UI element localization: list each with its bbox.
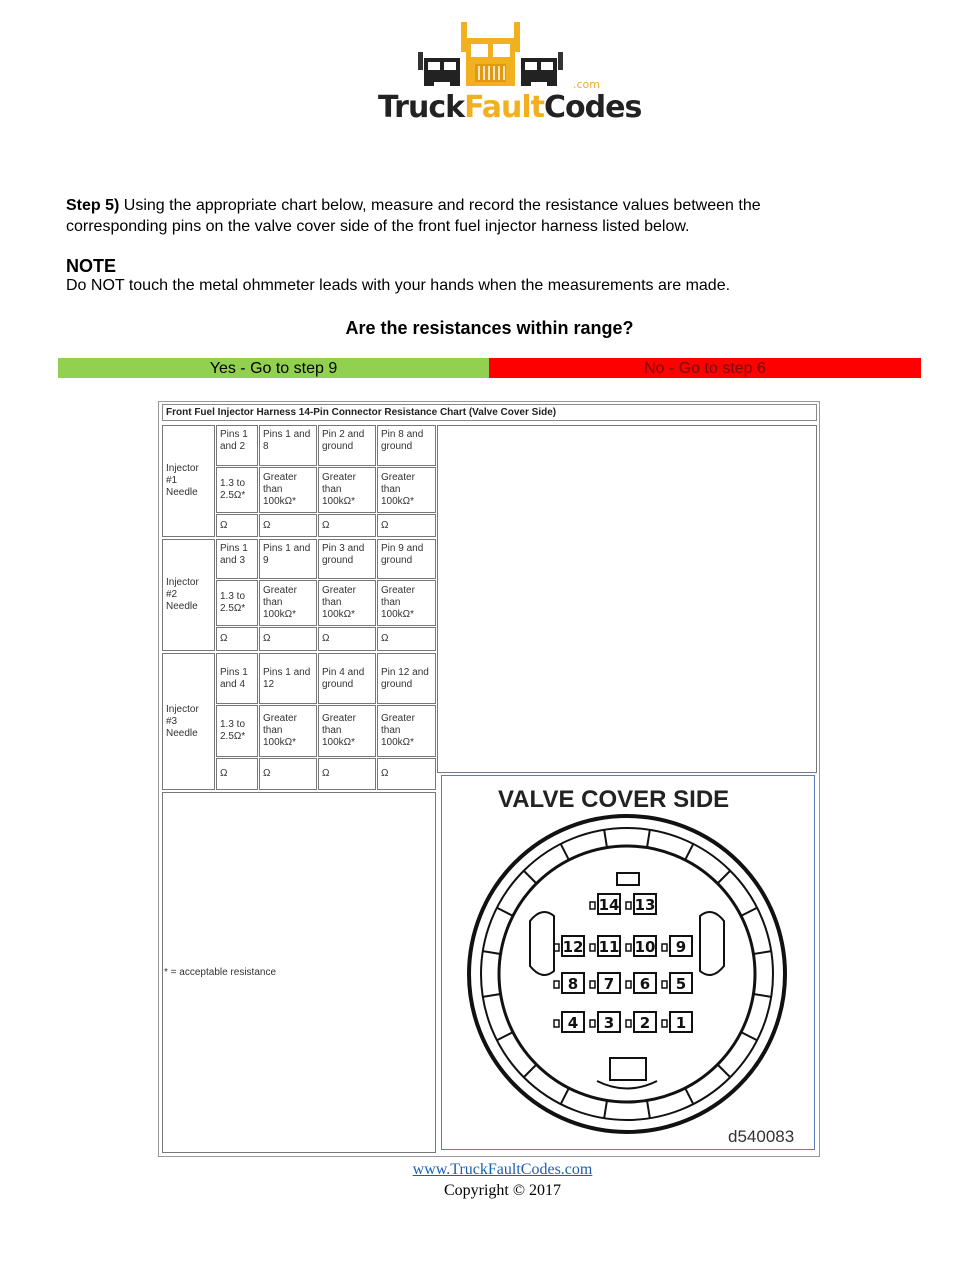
note-heading: NOTE bbox=[66, 256, 117, 276]
ring-tick bbox=[524, 1065, 537, 1078]
connector-drawing bbox=[442, 776, 814, 1149]
injector-label: Injector #1 Needle bbox=[162, 425, 215, 537]
ring-tick bbox=[753, 951, 771, 954]
pin-latch bbox=[590, 981, 595, 988]
pin-label: 6 bbox=[639, 975, 651, 993]
unit-cell: Ω bbox=[259, 758, 317, 790]
pin-latch bbox=[626, 1020, 631, 1027]
pins-cell: Pins 1 and 9 bbox=[259, 539, 317, 579]
value-cell: Greater than 100kΩ* bbox=[259, 467, 317, 513]
unit-cell: Ω bbox=[318, 627, 376, 651]
pins-cell: Pins 1 and 2 bbox=[216, 425, 258, 466]
ring-tick bbox=[741, 908, 757, 916]
chart-title: Front Fuel Injector Harness 14-Pin Connector Resistance Chart (Valve Cover Side) bbox=[162, 404, 817, 421]
logo bbox=[378, 20, 642, 130]
pin-label: 9 bbox=[675, 938, 687, 956]
pin-label: 2 bbox=[639, 1014, 651, 1032]
pin-label: 7 bbox=[603, 975, 615, 993]
pin-latch bbox=[662, 1020, 667, 1027]
unit-cell: Ω bbox=[377, 758, 436, 790]
value-cell: Greater than 100kΩ* bbox=[377, 705, 436, 757]
pins-cell: Pin 12 and ground bbox=[377, 653, 436, 704]
pin-label: 11 bbox=[598, 938, 620, 956]
ring-tick bbox=[604, 1100, 607, 1118]
logo-text: TruckFaultCodes bbox=[378, 90, 642, 125]
value-cell: 1.3 to 2.5Ω* bbox=[216, 467, 258, 513]
unit-cell: Ω bbox=[259, 627, 317, 651]
pin-label: 10 bbox=[634, 938, 656, 956]
pins-cell: Pins 1 and 12 bbox=[259, 653, 317, 704]
pins-cell: Pin 2 and ground bbox=[318, 425, 376, 466]
ring-tick bbox=[685, 844, 693, 860]
question: Are the resistances within range? bbox=[345, 318, 634, 338]
ring-tick bbox=[497, 1032, 513, 1040]
ring-tick bbox=[483, 951, 501, 954]
ring-tick bbox=[524, 871, 537, 884]
pins-cell: Pins 1 and 3 bbox=[216, 539, 258, 579]
pins-cell: Pin 3 and ground bbox=[318, 539, 376, 579]
unit-cell: Ω bbox=[377, 627, 436, 651]
ring-tick bbox=[741, 1032, 757, 1040]
pin-latch bbox=[554, 1020, 559, 1027]
pin-latch bbox=[590, 902, 595, 909]
ring-tick bbox=[685, 1088, 693, 1104]
unit-cell: Ω bbox=[259, 514, 317, 537]
pin-latch bbox=[662, 944, 667, 951]
ring-tick bbox=[647, 1100, 650, 1118]
ring-tick bbox=[718, 871, 731, 884]
footer-link[interactable]: www.TruckFaultCodes.com bbox=[412, 1161, 593, 1178]
note-text: Do NOT touch the metal ohmmeter leads with your hands when the measurements are made. bbox=[66, 277, 731, 294]
pin-label: 13 bbox=[634, 896, 656, 914]
ring-tick bbox=[497, 908, 513, 916]
injector-label: Injector #2 Needle bbox=[162, 539, 215, 651]
ring-tick bbox=[647, 830, 650, 848]
pin-label: 8 bbox=[567, 975, 579, 993]
value-cell: Greater than 100kΩ* bbox=[377, 580, 436, 626]
unit-cell: Ω bbox=[216, 514, 258, 537]
pin-label: 4 bbox=[567, 1014, 579, 1032]
connector-diagram bbox=[441, 775, 815, 1150]
pin-latch bbox=[626, 902, 631, 909]
pin-latch bbox=[554, 981, 559, 988]
value-cell: 1.3 to 2.5Ω* bbox=[216, 580, 258, 626]
pin-label: 14 bbox=[598, 896, 620, 914]
ring-tick bbox=[483, 994, 501, 997]
footer-copyright: Copyright © 2017 bbox=[443, 1182, 562, 1199]
ring-tick bbox=[561, 844, 569, 860]
step-text: Using the appropriate chart below, measure and record the resistance values between the corresponding pins on the valve cover side of the front fuel injector harness listed below. bbox=[66, 197, 761, 235]
value-cell: 1.3 to 2.5Ω* bbox=[216, 705, 258, 757]
value-cell: Greater than 100kΩ* bbox=[377, 467, 436, 513]
pins-cell: Pin 9 and ground bbox=[377, 539, 436, 579]
value-cell: Greater than 100kΩ* bbox=[259, 580, 317, 626]
pin-label: 12 bbox=[562, 938, 584, 956]
pins-cell: Pins 1 and 4 bbox=[216, 653, 258, 704]
pin-label: 1 bbox=[675, 1014, 687, 1032]
pin-label: 3 bbox=[603, 1014, 615, 1032]
injector-label: Injector #3 Needle bbox=[162, 653, 215, 790]
pins-cell: Pin 4 and ground bbox=[318, 653, 376, 704]
pin-latch bbox=[590, 944, 595, 951]
legend-text: * = acceptable resistance bbox=[164, 967, 277, 978]
logo-com: .com bbox=[573, 78, 600, 91]
value-cell: Greater than 100kΩ* bbox=[318, 467, 376, 513]
no-button[interactable]: No - Go to step 6 bbox=[489, 358, 921, 378]
pin-label: 5 bbox=[675, 975, 687, 993]
unit-cell: Ω bbox=[377, 514, 436, 537]
unit-cell: Ω bbox=[216, 758, 258, 790]
diagram-title: VALVE COVER SIDE bbox=[498, 786, 730, 813]
value-cell: Greater than 100kΩ* bbox=[318, 705, 376, 757]
pin-latch bbox=[626, 944, 631, 951]
value-cell: Greater than 100kΩ* bbox=[318, 580, 376, 626]
unit-cell: Ω bbox=[318, 514, 376, 537]
ring-tick bbox=[718, 1065, 731, 1078]
pin-latch bbox=[626, 981, 631, 988]
pin-latch bbox=[554, 944, 559, 951]
blank-cell bbox=[437, 425, 817, 773]
diagram-code: d540083 bbox=[728, 1127, 795, 1146]
unit-cell: Ω bbox=[318, 758, 376, 790]
yes-button[interactable]: Yes - Go to step 9 bbox=[58, 358, 489, 378]
value-cell: Greater than 100kΩ* bbox=[259, 705, 317, 757]
step-label: Step 5) bbox=[66, 197, 120, 214]
ring-tick bbox=[604, 830, 607, 848]
truck-logo-icon bbox=[378, 20, 603, 90]
ring-tick bbox=[561, 1088, 569, 1104]
unit-cell: Ω bbox=[216, 627, 258, 651]
ring-tick bbox=[753, 994, 771, 997]
pins-cell: Pin 8 and ground bbox=[377, 425, 436, 466]
pin-latch bbox=[662, 981, 667, 988]
pin-latch bbox=[590, 1020, 595, 1027]
pins-cell: Pins 1 and 8 bbox=[259, 425, 317, 466]
step-instructions bbox=[66, 195, 866, 237]
